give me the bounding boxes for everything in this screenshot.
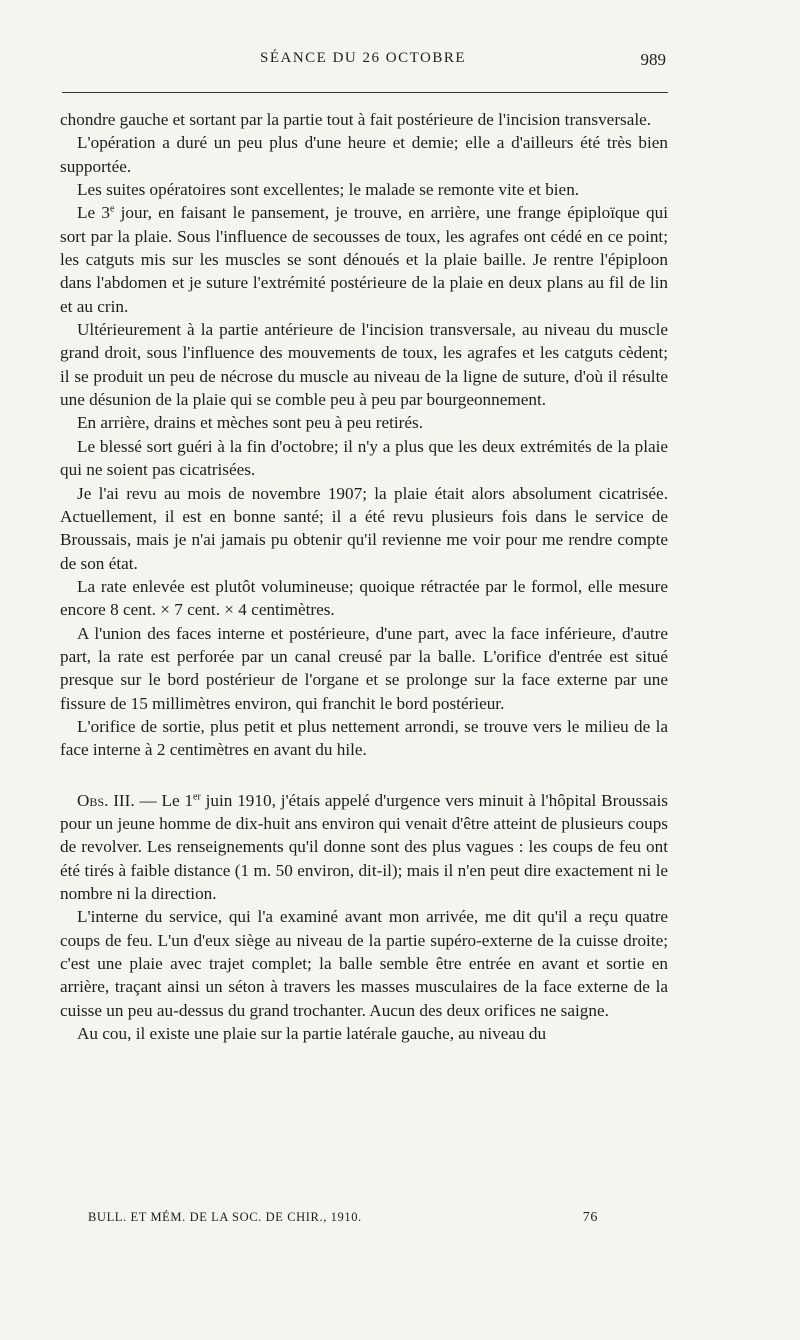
signature-mark: 76 xyxy=(582,1210,598,1225)
ordinal-superscript: er xyxy=(193,790,201,802)
paragraph: Les suites opératoires sont excellentes; le malade se remonte vite et bien. xyxy=(77,180,580,200)
paragraph: L'interne du service, qui l'a examiné avant mon arrivée, me dit qu'il a reçu quatre coups de feu. L'un d'eux siège au niveau de la partie supéro-externe de la cuisse droite; c'est une plaie avec trajet complet; la balle semble être entrée en avant et sortie en arrière, traçant ainsi un séton à travers les masses musculaires de la face externe de la cuisse un peu au-dessus du grand trochanter. Aucun des deux orifices ne saigne. xyxy=(60,907,668,1020)
paragraph: L'opération a duré un peu plus d'une heure et demie; elle a d'ailleurs été très bien supportée. xyxy=(60,133,668,176)
paragraph: Ultérieurement à la partie antérieure de l'incision transversale, au niveau du muscle grand droit, sous l'influence des mouvements de toux, les agrafes et les catguts cèdent; il se produit un peu de nécrose du muscle au niveau de la ligne de suture, d'où il résulte une désunion de la plaie qui se comble peu à peu par bourgeonnement. xyxy=(60,320,668,410)
observation-text: — Le 1er juin 1910, j'étais appelé d'urgence vers minuit à l'hôpital Broussais pour un jeune homme de dix-huit ans environ qui venait d'être atteint de plusieurs coups de revolver. Les renseignements qu'il donne sont des plus vagues : les coups de feu ont été tirés à faible distance (1 m. 50 environ, dit-il); mais il n'en peut dire exactement ni le nombre ni la direction. xyxy=(60,790,668,903)
paragraph: A l'union des faces interne et postérieure, d'une part, avec la face inférieure, d'autre part, la rate est perforée par un canal creusé par la balle. L'orifice d'entrée est situé presque sur le bord postérieur de l'organe et se prolonge sur la face externe par une fissure de 15 millimètres environ, qui franchit le bord postérieur. xyxy=(60,623,668,713)
page-footer xyxy=(88,1210,598,1230)
body-text xyxy=(60,108,668,1045)
page-number: 989 xyxy=(640,50,666,69)
header-rule xyxy=(62,92,668,93)
ordinal-superscript: e xyxy=(109,203,115,215)
paragraph: En arrière, drains et mèches sont peu à peu retirés. xyxy=(77,413,423,433)
paragraph: Le 3e jour, en faisant le pansement, je trouve, en arrière, une frange épiploïque qui sort par la plaie. Sous l'influence de secousses de toux, les agrafes ont cédé en ce point; les catguts mis sur les muscles se sont dénoués et la plaie baille. Je rentre l'épiploon dans l'abdomen et je suture l'extrémité postérieure de la plaie en deux plans au fil de lin et au crin. xyxy=(60,203,668,316)
paragraph: Je l'ai revu au mois de novembre 1907; la plaie était alors absolument cicatrisée. Actuellement, il est en bonne santé; il a été revu plusieurs fois dans le service de Broussais, mais je n'ai jamais pu obtenir qu'il revienne me voir pour me rendre compte de son état. xyxy=(60,483,668,573)
running-head: SÉANCE DU 26 OCTOBRE xyxy=(260,50,466,66)
paragraph: L'orifice de sortie, plus petit et plus nettement arrondi, se trouve vers le milieu de la face interne à 2 centimètres en avant du hile. xyxy=(60,716,668,760)
paragraph: chondre gauche et sortant par la partie tout à fait postérieure de l'incision transversale. xyxy=(60,110,652,129)
paragraph: Au cou, il existe une plaie sur la partie latérale gauche, au niveau du xyxy=(77,1024,547,1044)
observation-paragraph xyxy=(60,789,668,906)
journal-footer: BULL. ET MÉM. DE LA SOC. DE CHIR., 1910. xyxy=(88,1210,362,1224)
paragraph: Le blessé sort guéri à la fin d'octobre; il n'y a plus que les deux extrémités de la plaie qui ne soient pas cicatrisées. xyxy=(60,436,668,480)
page-header xyxy=(60,50,666,76)
observation-label: Obs. III. xyxy=(77,790,135,810)
paragraph: La rate enlevée est plutôt volumineuse; quoique rétractée par le formol, elle mesure encore 8 cent. × 7 cent. × 4 centimètres. xyxy=(60,576,668,620)
